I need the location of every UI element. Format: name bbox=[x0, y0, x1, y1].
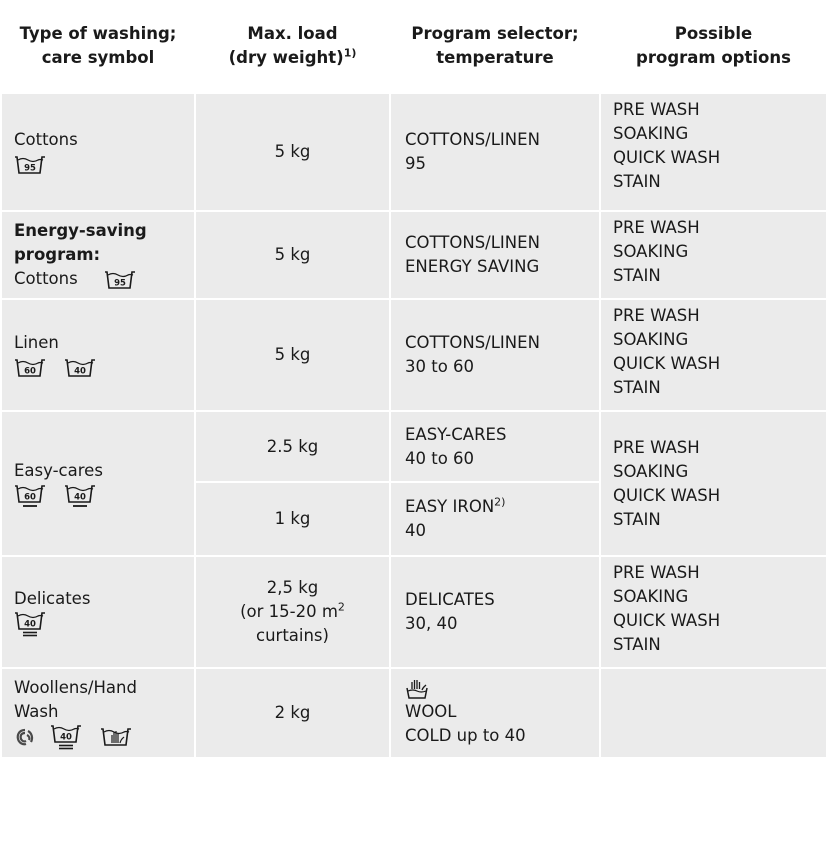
temp-label: 40 bbox=[74, 366, 86, 376]
wash-tub-icon bbox=[64, 484, 96, 508]
temp-label: 95 bbox=[114, 278, 126, 288]
options-cell bbox=[600, 668, 827, 758]
options-cell: PRE WASH SOAKING QUICK WASH STAIN bbox=[600, 556, 827, 668]
program-cell: WOOL COLD up to 40 bbox=[390, 668, 600, 758]
options-cell: PRE WASH SOAKING STAIN bbox=[600, 211, 827, 299]
woolmark-icon bbox=[14, 727, 36, 747]
type-cell: Woollens/Hand Wash 40 bbox=[1, 668, 195, 758]
hand-wash-icon bbox=[100, 727, 132, 747]
load-cell: 5 kg bbox=[195, 93, 390, 211]
wash-tub-icon bbox=[14, 155, 46, 175]
options-cell: PRE WASH SOAKING QUICK WASH STAIN bbox=[600, 411, 827, 556]
type-cell: Easy-cares 60 40 bbox=[1, 411, 195, 556]
program-cell: COTTONS/LINEN 95 bbox=[390, 93, 600, 211]
wash-tub-icon bbox=[64, 358, 96, 378]
wash-tub-icon bbox=[14, 484, 46, 508]
temp-label: 40 bbox=[24, 619, 36, 630]
table-row bbox=[1, 93, 827, 211]
footnote-1: 1) bbox=[343, 46, 357, 60]
type-cell: Energy-saving program: Cottons 95 bbox=[1, 211, 195, 299]
wash-tub-icon bbox=[14, 358, 46, 378]
temp-label: 60 bbox=[24, 366, 36, 376]
temp-label: 95 bbox=[24, 163, 36, 173]
table-header-row bbox=[1, 0, 827, 93]
type-cell: Delicates 40 bbox=[1, 556, 195, 668]
wash-tub-icon bbox=[14, 611, 46, 637]
table-row bbox=[1, 668, 827, 758]
header-options: Possible program options bbox=[636, 24, 791, 67]
temp-label: 40 bbox=[74, 492, 86, 503]
load-cell: 5 kg bbox=[195, 211, 390, 299]
program-cell: COTTONS/LINEN 30 to 60 bbox=[390, 299, 600, 411]
header-max-load: Max. load (dry weight)$^{1)}$ bbox=[228, 24, 357, 67]
header-program: Program selector; temperature bbox=[411, 24, 579, 67]
table-row bbox=[1, 411, 827, 482]
load-cell: 2 kg bbox=[195, 668, 390, 758]
hand-wash-icon bbox=[405, 678, 587, 700]
load-cell: 1 kg bbox=[195, 482, 390, 556]
program-cell: COTTONS/LINEN ENERGY SAVING bbox=[390, 211, 600, 299]
options-cell: PRE WASH SOAKING QUICK WASH STAIN bbox=[600, 93, 827, 211]
options-cell: PRE WASH SOAKING QUICK WASH STAIN bbox=[600, 299, 827, 411]
table-row bbox=[1, 299, 827, 411]
footnote-2: 2) bbox=[494, 495, 506, 509]
load-cell: 5 kg bbox=[195, 299, 390, 411]
table-row bbox=[1, 556, 827, 668]
wash-tub-icon bbox=[50, 724, 82, 750]
type-cell: Cottons 95 bbox=[1, 93, 195, 211]
load-cell: 2,5 kg (or 15-20 $m^2$ curtains) bbox=[195, 556, 390, 668]
type-cell: Linen 60 40 bbox=[1, 299, 195, 411]
wash-tub-icon bbox=[104, 270, 136, 290]
program-cell: EASY IRON$^{2)}$ 40 bbox=[390, 482, 600, 556]
program-cell: EASY-CARES 40 to 60 bbox=[390, 411, 600, 482]
temp-label: 60 bbox=[24, 492, 36, 503]
program-cell: DELICATES 30, 40 bbox=[390, 556, 600, 668]
temp-label: 40 bbox=[60, 732, 72, 743]
load-cell: 2.5 kg bbox=[195, 411, 390, 482]
table-row bbox=[1, 211, 827, 299]
header-type: Type of washing; care symbol bbox=[19, 24, 177, 67]
